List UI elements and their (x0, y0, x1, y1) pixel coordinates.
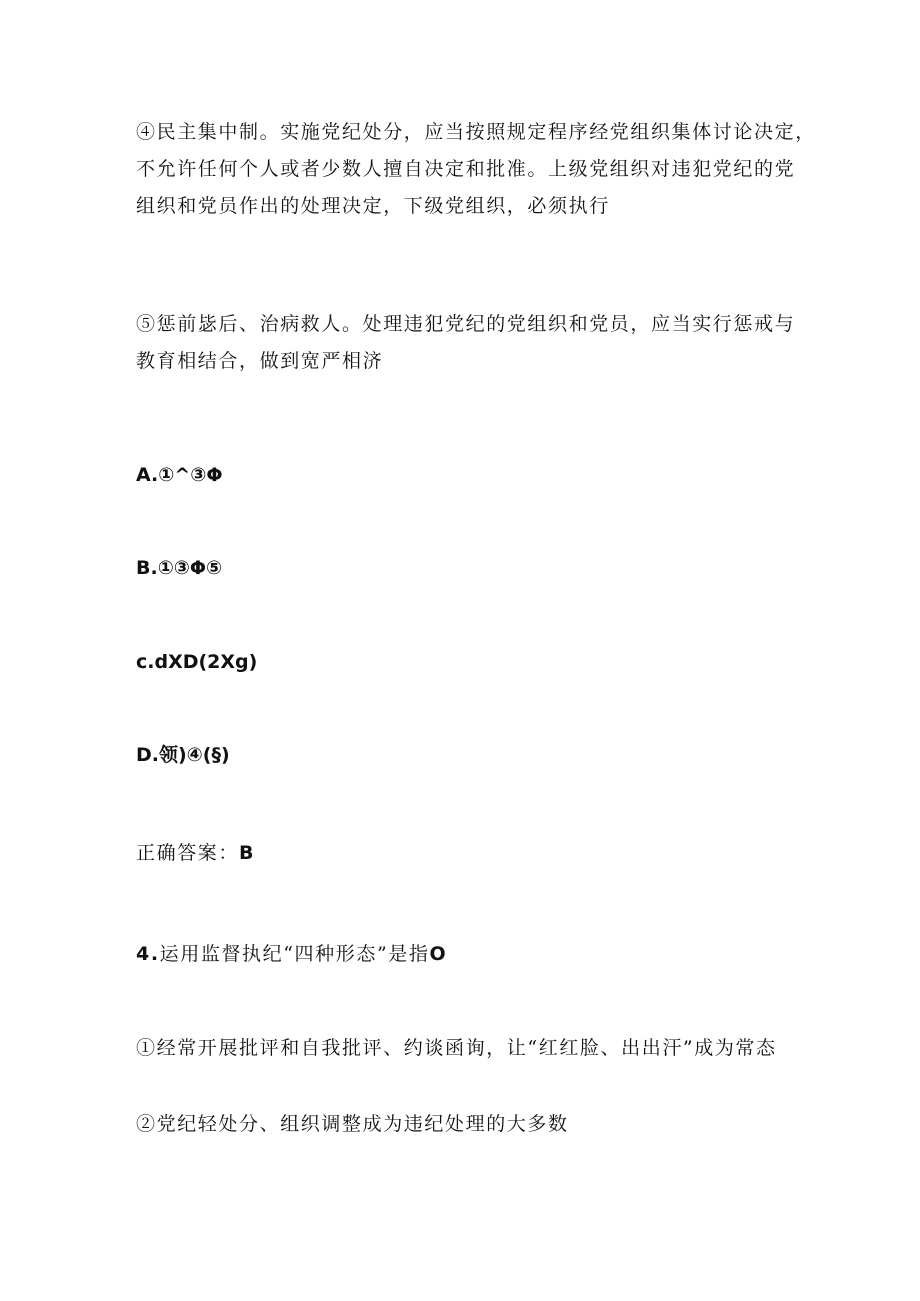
principle-5-line-1: ⑤惩前毖后、治病救人。处理违犯党纪的党组织和党员，应当实行惩戒与 (136, 313, 796, 335)
question-4-item-1: ①经常开展批评和自我批评、约谈函询，让“红红脸、出出汗”成为常态 (136, 1037, 777, 1059)
question-4-suffix: O (429, 943, 448, 965)
principle-4-line-3: 组织和党员作出的处理决定，下级党组织，必须执行 (136, 195, 610, 217)
question-4-text: 运用监督执纪“四种形态”是指 (159, 943, 430, 965)
question-4 (136, 940, 447, 968)
principle-5-line-2: 教育相结合，做到宽严相济 (136, 350, 384, 372)
principle-4-line-2: 不允许任何个人或者少数人擅自决定和批准。上级党组织对违犯党纪的党 (136, 158, 796, 180)
correct-answer (136, 839, 255, 867)
option-a: A.①^③Φ (136, 464, 223, 486)
option-d: D.领)④(§) (136, 744, 230, 766)
option-b: B.①③Φ⑤ (136, 557, 223, 579)
option-c: c.dXD(2Xg) (136, 651, 258, 673)
question-4-number: 4. (136, 943, 160, 965)
principle-4-paragraph (136, 114, 816, 225)
document-page (136, 0, 816, 1301)
correct-answer-value: B (239, 842, 256, 864)
question-4-item-2: ②党纪轻处分、组织调整成为违纪处理的大多数 (136, 1113, 569, 1135)
principle-4-line-1: ④民主集中制。实施党纪处分，应当按照规定程序经党组织集体讨论决定， (136, 121, 816, 143)
correct-answer-label: 正确答案： (136, 842, 240, 864)
principle-5-paragraph (136, 306, 796, 380)
